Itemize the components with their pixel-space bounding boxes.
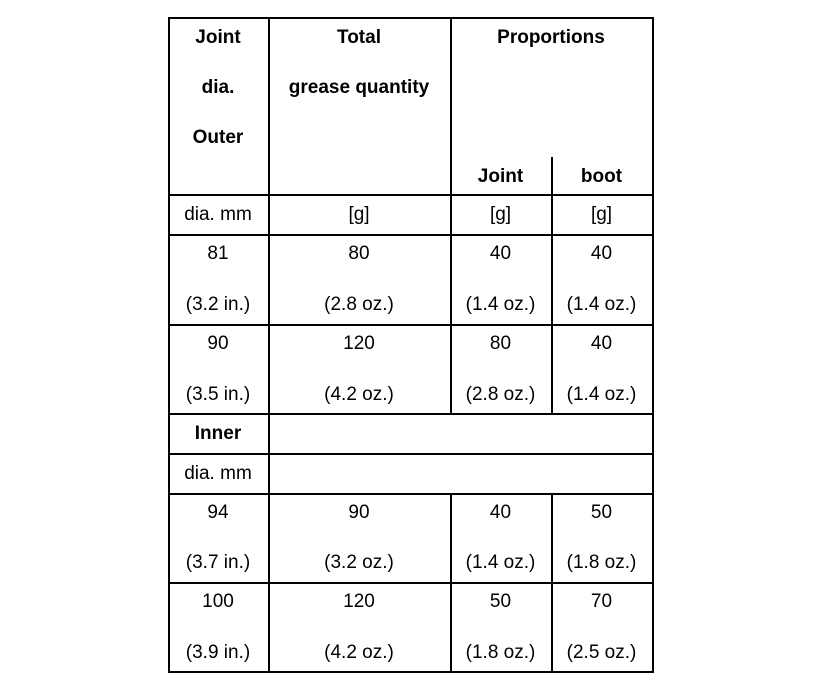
inner-row1-joint: 40 xyxy=(489,502,512,523)
table-border-bottom xyxy=(168,671,654,673)
header-proportions: Proportions xyxy=(497,27,605,48)
inner-row1-boot-oz: (1.8 oz.) xyxy=(566,552,637,573)
outer-row1-boot-oz: (1.4 oz.) xyxy=(566,294,637,315)
units-bottom-rule xyxy=(168,234,654,236)
inner-row2-boot-oz: (2.5 oz.) xyxy=(566,642,637,663)
inner-row1-dia-in: (3.7 in.) xyxy=(185,552,251,573)
header-proportions-joint: Joint xyxy=(477,166,524,187)
outer-row1-boot: 40 xyxy=(590,243,613,264)
inner-row1-boot: 50 xyxy=(590,502,613,523)
inner-label-bottom-rule xyxy=(168,453,654,455)
header-joint-dia-line1: Joint xyxy=(195,27,241,48)
outer-row1-bottom-rule xyxy=(168,324,654,326)
outer-row2-dia: 90 xyxy=(207,333,229,354)
header-joint-dia-line2: dia. xyxy=(201,77,235,98)
col3-right-rule-upper xyxy=(551,157,553,415)
outer-row2-total-oz: (4.2 oz.) xyxy=(324,384,394,405)
header-total-grease-line2: grease quantity xyxy=(288,77,430,98)
outer-row1-joint: 40 xyxy=(489,243,512,264)
table-border-right xyxy=(652,17,654,673)
outer-row1-dia-in: (3.2 in.) xyxy=(185,294,251,315)
outer-row1-total: 80 xyxy=(348,243,370,264)
inner-row2-joint: 50 xyxy=(489,591,512,612)
unit-dia-mm: dia. mm xyxy=(184,204,252,225)
unit-joint-g: [g] xyxy=(489,204,512,225)
inner-unit-bottom-rule xyxy=(168,493,654,495)
outer-row2-boot-oz: (1.4 oz.) xyxy=(566,384,637,405)
inner-row2-dia: 100 xyxy=(202,591,234,612)
inner-row2-total: 120 xyxy=(343,591,375,612)
header-total-grease-line1: Total xyxy=(337,27,381,48)
outer-row1-total-oz: (2.8 oz.) xyxy=(324,294,394,315)
outer-row2-boot: 40 xyxy=(590,333,613,354)
unit-boot-g: [g] xyxy=(590,204,613,225)
table-border-top xyxy=(168,17,654,19)
outer-row1-dia: 81 xyxy=(207,243,229,264)
outer-row2-bottom-rule xyxy=(168,413,654,415)
outer-row2-joint: 80 xyxy=(489,333,512,354)
outer-row2-total: 120 xyxy=(343,333,375,354)
header-joint-dia-line3: Outer xyxy=(192,127,244,148)
header-bottom-rule xyxy=(168,194,654,196)
inner-row1-joint-oz: (1.4 oz.) xyxy=(465,552,536,573)
grease-quantity-table xyxy=(168,17,654,673)
inner-row1-total: 90 xyxy=(348,502,370,523)
header-proportions-boot: boot xyxy=(580,166,623,187)
outer-row2-joint-oz: (2.8 oz.) xyxy=(465,384,536,405)
outer-row1-joint-oz: (1.4 oz.) xyxy=(465,294,536,315)
inner-row1-dia: 94 xyxy=(207,502,229,523)
inner-row1-bottom-rule xyxy=(168,582,654,584)
inner-row2-boot: 70 xyxy=(590,591,613,612)
inner-section-label: Inner xyxy=(194,423,242,444)
inner-row2-joint-oz: (1.8 oz.) xyxy=(465,642,536,663)
inner-row1-total-oz: (3.2 oz.) xyxy=(324,552,394,573)
inner-row2-dia-in: (3.9 in.) xyxy=(185,642,251,663)
inner-row2-total-oz: (4.2 oz.) xyxy=(324,642,394,663)
inner-section-unit: dia. mm xyxy=(184,463,252,484)
unit-total-g: [g] xyxy=(348,204,370,225)
outer-row2-dia-in: (3.5 in.) xyxy=(185,384,251,405)
